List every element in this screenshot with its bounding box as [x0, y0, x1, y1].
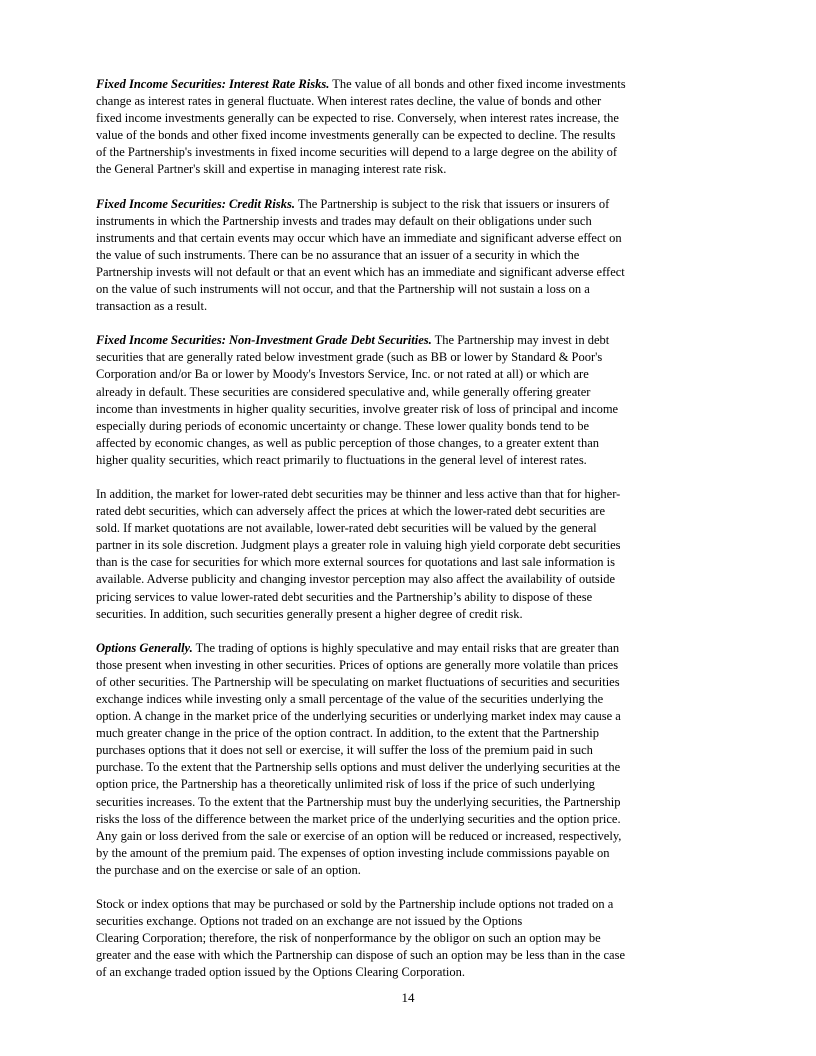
paragraph-line: of the Partnership's investments in fixed income securities will depend to a large degree on the ability of [96, 145, 617, 160]
paragraph-line: risks the loss of the difference between the market price of the underlying securities and the option price. [96, 811, 621, 826]
paragraph-line: on the value of such instruments will not occur, and that the Partnership will not sustain a loss on a [96, 282, 590, 297]
paragraph-lower-rated-market [96, 486, 720, 623]
paragraph-line: those present when investing in other securities. Prices of options are generally more volatile than prices [96, 657, 619, 672]
paragraph-line: securities increases. To the extent that the Partnership must buy the underlying securities, the Partnership [96, 794, 621, 809]
paragraph-line: income than investments in higher quality securities, involve greater risk of loss of principal and income [96, 401, 619, 416]
paragraph-line: higher quality securities, which react primarily to fluctuations in the general level of interest rates. [96, 452, 587, 467]
paragraph-line: change as interest rates in general fluctuate. When interest rates decline, the value of bonds and other [96, 94, 602, 109]
paragraph-line: purchase. To the extent that the Partnership sells options and must deliver the underlying securities at the [96, 760, 621, 775]
paragraph-heading: Fixed Income Securities: Non-Investment Grade Debt Securities. [96, 333, 432, 348]
paragraph-line: securities exchange. Options not traded on an exchange are not issued by the Options [96, 914, 523, 929]
paragraph-line: the purchase and on the exercise or sale of an option. [96, 862, 361, 877]
paragraph-line: In addition, the market for lower-rated debt securities may be thinner and less active than that for higher- [96, 486, 621, 501]
paragraph-line: exchange indices while investing only a small percentage of the value of the securities underlying the [96, 692, 604, 706]
paragraph-line: fixed income investments generally can be expected to rise. Conversely, when interest rates increase, the [96, 111, 619, 126]
paragraph-line: sold. If market quotations are not available, lower-rated debt securities will be valued by the general [96, 521, 597, 536]
paragraph-line: greater and the ease with which the Partnership can dispose of such an option may be less than in the case [96, 948, 626, 963]
paragraph-line: Fixed Income Securities: Credit Risks. The Partnership is subject to the risk that issuers or insurers of [96, 196, 610, 211]
paragraph-line: Any gain or loss derived from the sale or exercise of an option will be reduced or increased, respectively, [96, 828, 622, 843]
document-body [96, 76, 720, 999]
paragraph-line: transaction as a result. [96, 299, 208, 314]
paragraph-line: than is the case for securities for which more external sources for quotations and last sale information is [96, 555, 615, 570]
paragraph-line: the General Partner's skill and expertise in managing interest rate risk. [96, 162, 447, 177]
paragraph-stock-index-options [96, 896, 720, 981]
paragraph-line: Fixed Income Securities: Non-Investment Grade Debt Securities. The Partnership may invest in debt [96, 333, 610, 348]
paragraph-line: Stock or index options that may be purchased or sold by the Partnership include options not traded on a [96, 897, 614, 912]
paragraph-line: option. A change in the market price of the underlying securities or underlying market index may cause a [96, 709, 621, 724]
paragraph-line: of other securities. The Partnership will be speculating on market fluctuations of securities and securities [96, 674, 620, 689]
paragraph-line: the value of such instruments. There can be no assurance that an issuer of a security in which the [96, 247, 580, 262]
paragraph-line: affected by economic changes, as well as public perception of those changes, to a greater extent than [96, 435, 600, 450]
paragraph-line: Options Generally. The trading of options is highly speculative and may entail risks that are greater than [96, 640, 620, 655]
paragraph-line: partner in its sole discretion. Judgment plays a greater role in valuing high yield corporate debt securities [96, 538, 621, 553]
paragraph-options-generally [96, 640, 720, 879]
paragraph-line: available. Adverse publicity and changing investor perception may also affect the availability of outside [96, 572, 616, 587]
paragraph-heading: Fixed Income Securities: Interest Rate Risks. [96, 77, 330, 91]
paragraph-heading: Fixed Income Securities: Credit Risks. [96, 196, 295, 211]
paragraph-line: much greater change in the price of the option contract. In addition, to the extent that the Partnership [96, 726, 599, 741]
paragraph-credit-risks [96, 196, 720, 316]
paragraph-line: especially during periods of economic uncertainty or change. These lower quality bonds tend to be [96, 418, 590, 433]
paragraph-line: Partnership invests will not default or that an event which has an immediate and significant adverse effect [96, 264, 625, 279]
paragraph-line: of an exchange traded option issued by the Options Clearing Corporation. [96, 965, 466, 980]
paragraph-interest-rate-risks [96, 76, 720, 179]
paragraph-line: option price, the Partnership has a theoretically unlimited risk of loss if the price of such underlying [96, 777, 595, 792]
paragraph-line: Corporation and/or Ba or lower by Moody's Investors Service, Inc. or not rated at all) or which are [96, 367, 589, 382]
page-number: 14 [401, 990, 415, 1005]
paragraph-line: securities. In addition, such securities generally present a higher degree of credit risk. [96, 606, 523, 621]
paragraph-line: already in default. These securities are considered speculative and, while generally offering greater [96, 384, 591, 399]
paragraph-non-investment-grade [96, 332, 720, 469]
paragraph-line: by the amount of the premium paid. The expenses of option investing include commissions payable on [96, 845, 610, 860]
paragraph-line: rated debt securities, which can adversely affect the prices at which the lower-rated debt securities are [96, 504, 606, 519]
paragraph-heading: Options Generally. [96, 640, 193, 655]
paragraph-line: instruments in which the Partnership invests and trades may default on their obligations under such [96, 213, 592, 228]
paragraph-line: Clearing Corporation; therefore, the risk of nonperformance by the obligor on such an option may be [96, 931, 601, 946]
paragraph-line: instruments and that certain events may occur which have an immediate and significant adverse effect on [96, 230, 622, 245]
paragraph-line: Fixed Income Securities: Interest Rate Risks. The value of all bonds and other fixed income investments [96, 77, 626, 91]
paragraph-line: pricing services to value lower-rated debt securities and the Partnership’s ability to dispose of these [96, 589, 593, 604]
paragraph-line: securities that are generally rated below investment grade (such as BB or lower by Standard & Poor's [96, 350, 603, 365]
paragraph-line: value of the bonds and other fixed income investments generally can be expected to decline. The results [96, 128, 616, 143]
paragraph-line: purchases options that it does not sell or exercise, it will suffer the loss of the premium paid in such [96, 743, 593, 758]
